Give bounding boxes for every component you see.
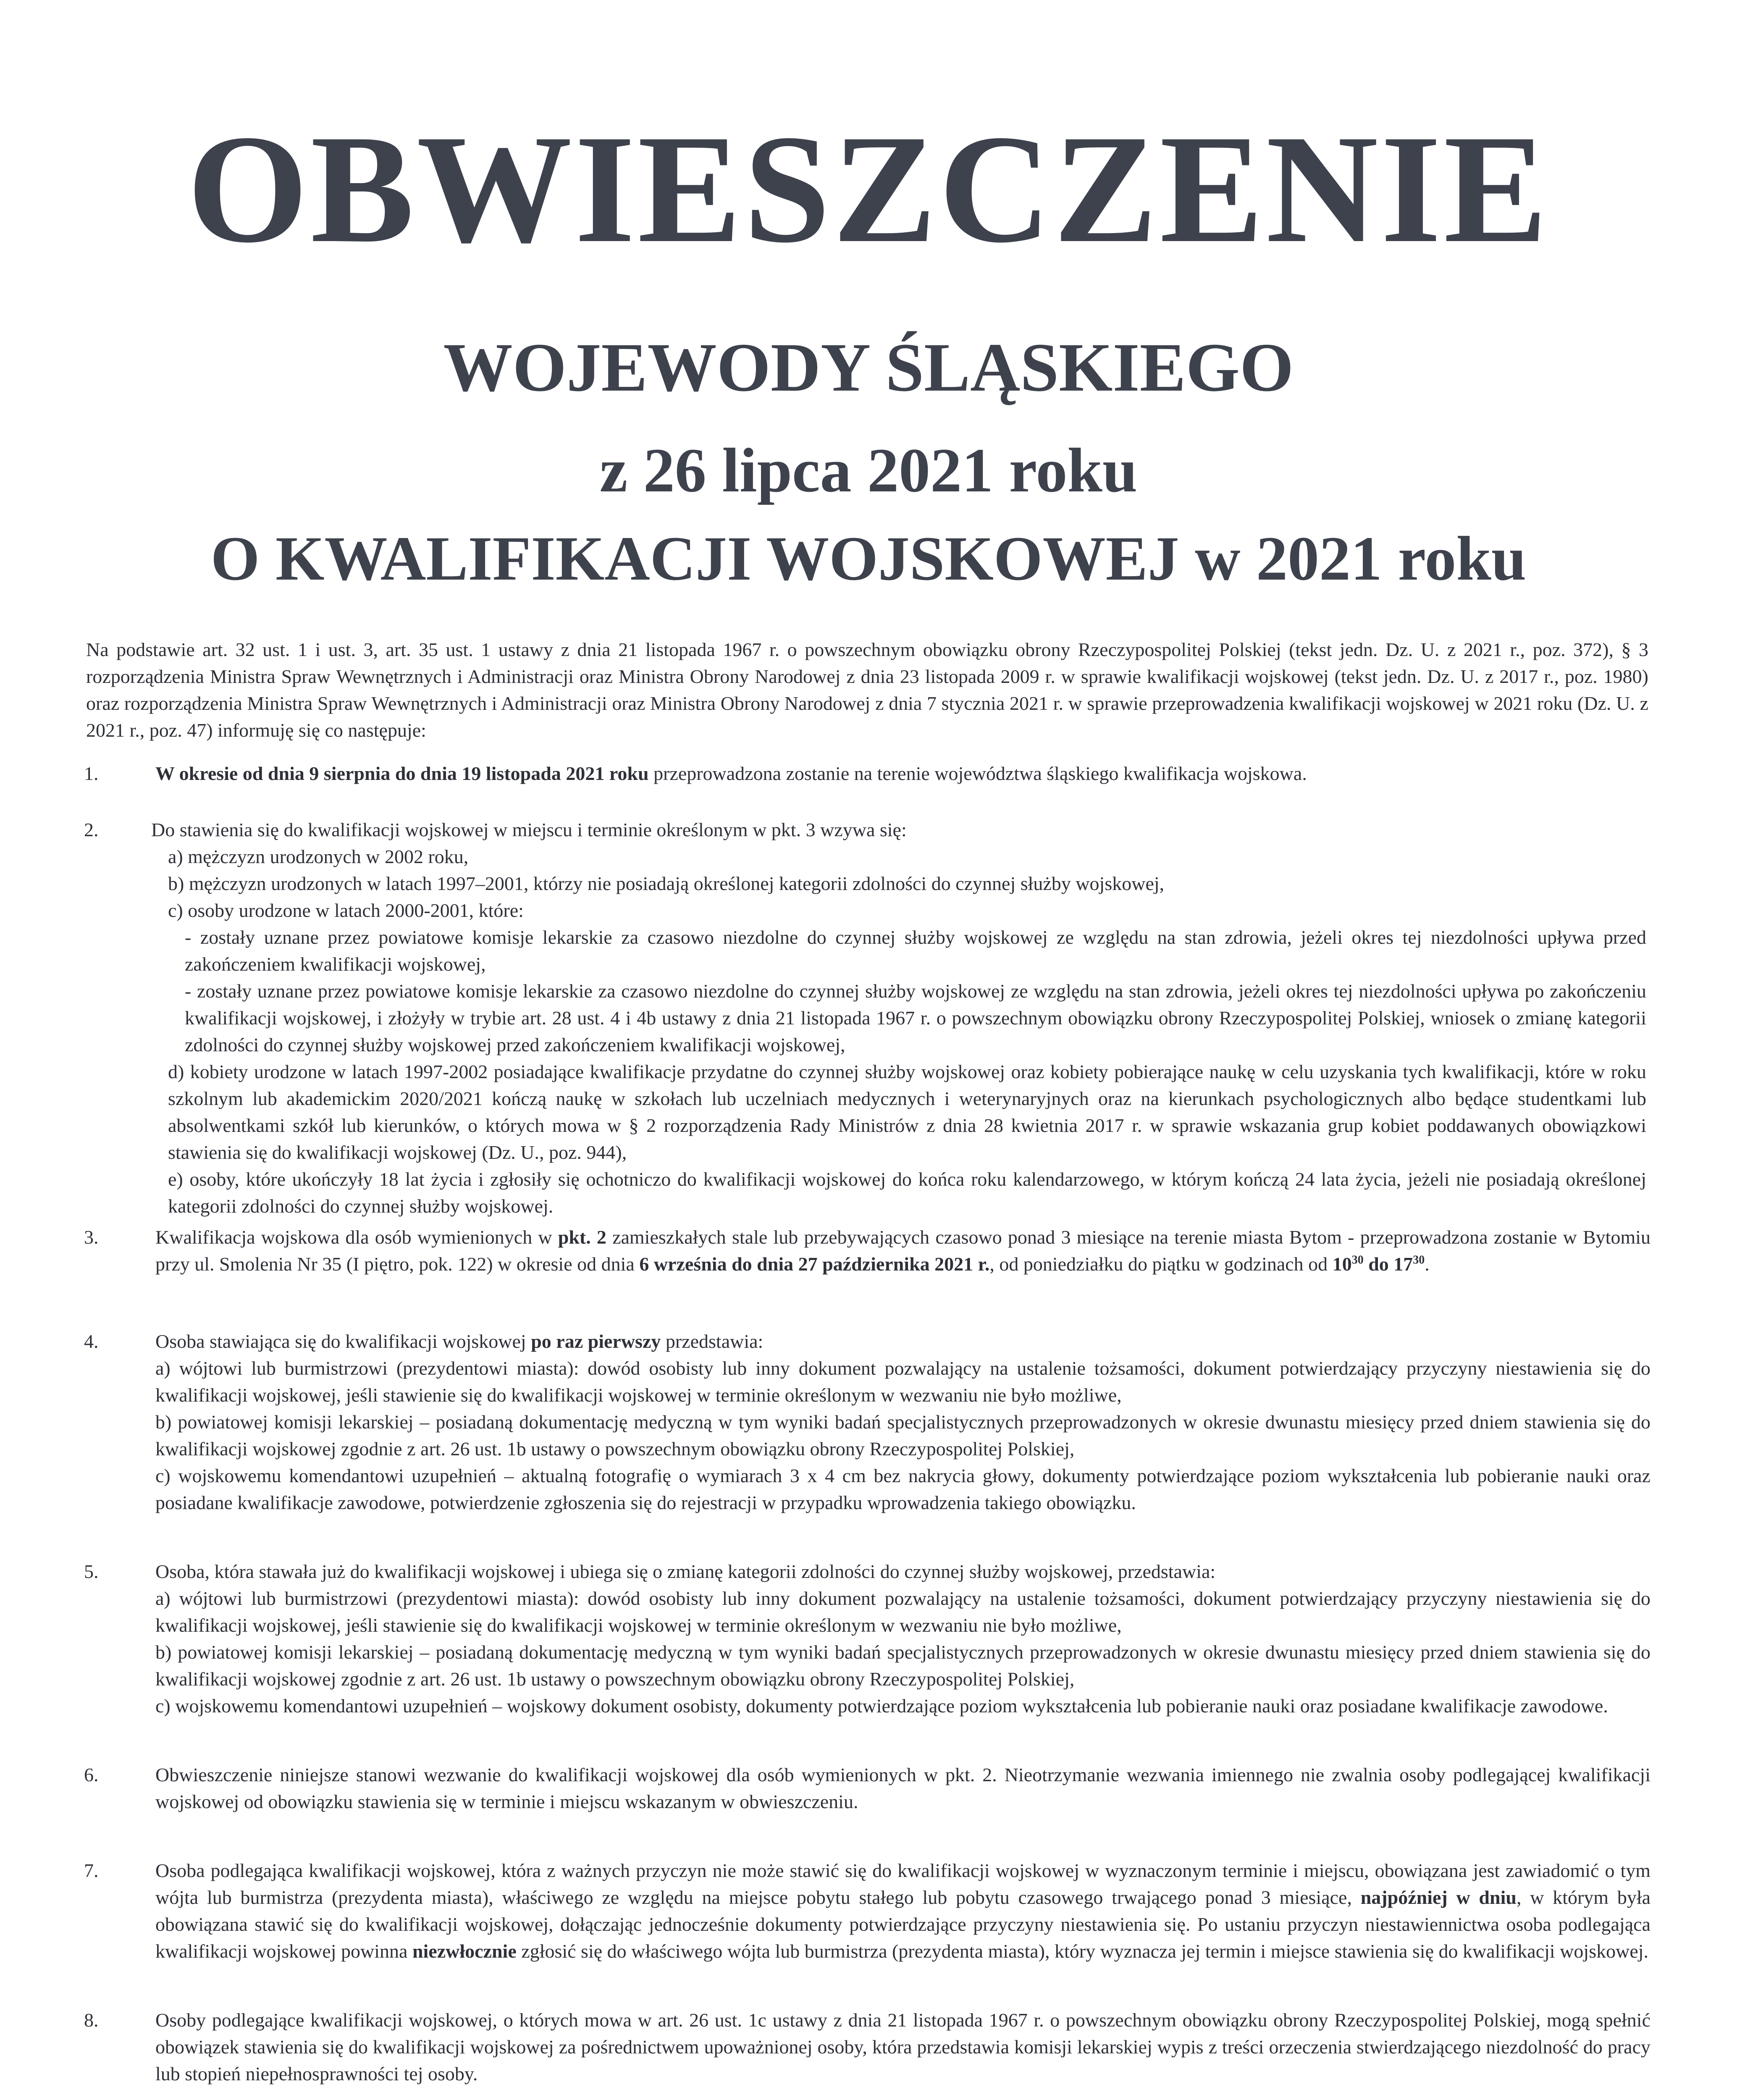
point-7 [0,1857,1737,1965]
point-5-a: a) wójtowi lub burmistrzowi (prezydentowi miasta): dowód osobisty lub inny dokument pozwalający na ustalenie tożsamości, dokument potwierdzający przyczyny niestawienia się do kwalifikacji wojskowej, jeśli stawienie się do kwalifikacji wojskowej w terminie określonym w wezwaniu nie było możliwe, [155,1588,1650,1636]
point-4-intro-b: przedstawia: [661,1331,764,1352]
point-2 [0,816,1737,1220]
point-text [155,1857,1650,1965]
point-2-e: e) osoby, które ukończyły 18 lat życia i zgłosiły się ochotniczo do kwalifikacji wojskowej do końca roku kalendarzowego, w którym kończą 24 lata życia, jeżeli nie posiadają określonej kategorii zdolności do czynnej służby wojskowej. [168,1168,1646,1217]
point-text [155,1558,1650,1719]
point-7-text-c: zgłosić się do właściwego wójta lub burmistrza (prezydenta miasta), który wyznacza jej termin i miejsce stawienia się do kwalifikacji wojskowej. [516,1940,1649,1962]
point-5-c: c) wojskowemu komendantowi uzupełnień – wojskowy dokument osobisty, dokumenty potwierdzające poziom wykształcenia lub pobieranie nauki oraz posiadane kwalifikacje zawodowe. [155,1695,1608,1717]
point-4 [0,1328,1737,1516]
point-text: Obwieszczenie niniejsze stanowi wezwanie do kwalifikacji wojskowej dla osób wymienionych w pkt. 2. Nieotrzymanie wezwania imiennego nie zwalnia osoby podlegającej kwalifikacji wojskowej od obowiązku stawienia się w terminie i miejscu wskazanym w obwieszczeniu. [155,1764,1650,1812]
preamble-paragraph: Na podstawie art. 32 ust. 1 i ust. 3, art. 35 ust. 1 ustawy z dnia 21 listopada 1967 r. o powszechnym obowiązku obrony Rzeczypospolitej Polskiej (tekst jedn. Dz. U. z 2021 r., poz. 372), § 3 rozporządzenia Ministra Spraw Wewnętrznych i Administracji oraz Ministra Obrony Narodowej z dnia 23 listopada 2009 r. w sprawie kwalifikacji wojskowej (tekst jedn. Dz. U. z 2017 r., poz. 1980) oraz rozporządzenia Ministra Spraw Wewnętrznych i Administracji oraz Ministra Obrony Narodowej z dnia 7 stycznia 2021 r. w sprawie przeprowadzenia kwalifikacji wojskowej w 2021 roku (Dz. U. z 2021 r., poz. 47) informuję się co następuje: [86,639,1648,741]
point-1-dates: W okresie od dnia 9 sierpnia do dnia 19 listopada 2021 roku [155,763,649,784]
point-text [155,1224,1650,1278]
point-1-rest: przeprowadzona zostanie na terenie województwa śląskiego kwalifikacja wojskowa. [648,763,1307,784]
point-number: 8. [84,2009,99,2031]
topic-heading: O KWALIFIKACJI WOJSKOWEJ w 2021 roku [210,524,1527,593]
point-4-b: b) powiatowej komisji lekarskiej – posiadaną dokumentację medyczną w tym wyniki badań specjalistycznych przeprowadzonych w okresie dwunastu miesięcy przed dniem stawienia się do kwalifikacji wojskowej zgodnie z art. 26 ust. 1b ustawy o powszechnym obowiązku obrony Rzeczypospolitej Polskiej, [155,1411,1650,1460]
date-heading: z 26 lipca 2021 roku [599,436,1138,505]
numbered-points [0,760,1737,2100]
hour-start-minutes: 30 [1351,1253,1364,1267]
point-text [155,760,1650,787]
point-6 [0,1761,1737,1815]
point-7-immediately: niezwłocznie [412,1940,517,1962]
point-3-ref: pkt. 2 [558,1226,606,1248]
point-1 [0,760,1737,787]
issuer-heading: WOJEWODY ŚLĄSKIEGO [443,329,1294,406]
point-3 [0,1224,1737,1278]
point-7-deadline: najpóźniej w dniu [1360,1887,1517,1908]
hour-start: 10 [1332,1253,1352,1275]
point-number: 2. [84,819,99,840]
hour-end-minutes: 30 [1413,1253,1425,1267]
point-2-c-1: - zostały uznane przez powiatowe komisje lekarskie za czasowo niezdolne do czynnej służby wojskowej ze względu na stan zdrowia, jeżeli okres tej niezdolności upływa przed zakończeniem kwalifikacji wojskowej, [185,927,1646,975]
point-number: 1. [84,763,99,784]
point-text [151,816,1646,1220]
point-3-hours [1333,1253,1425,1275]
point-4-intro [155,1328,1650,1355]
point-number: 6. [84,1764,99,1785]
document-title: OBWIESZCZENIE [187,103,1550,275]
point-3-text-b: zamieszkałych stale lub przebywających czasowo ponad 3 miesiące na terenie miasta Bytom - przeprowadzona zostanie w Bytomiu przy ul. Smolenia Nr 35 (I piętro, pok. 122) w okresie od dnia [155,1226,1651,1275]
point-number: 5. [84,1561,99,1582]
point-3-text-a: Kwalifikacja wojskowa dla osób wymienionych w [155,1226,558,1248]
point-2-intro: Do stawienia się do kwalifikacji wojskowej w miejscu i terminie określonym w pkt. 3 wzywa się: [151,819,907,840]
point-7-text-b: , w którym była obowiązana stawić się do kwalifikacji wojskowej, dołączając jednocześnie dokumenty potwierdzające przyczyny niestawienia się. Po ustaniu przyczyn niestawiennictwa osoba podlegająca kwalifikacji wojskowej powinna [155,1887,1651,1962]
point-2-a: a) mężczyzn urodzonych w 2002 roku, [168,846,469,867]
point-4-intro-a: Osoba stawiająca się do kwalifikacji wojskowej [155,1331,531,1352]
point-7-text-a: Osoba podlegająca kwalifikacji wojskowej, która z ważnych przyczyn nie może stawić się do kwalifikacji wojskowej w wyznaczonym terminie i miejscu, obowiązana jest zawiadomić o tym wójta lub burmistrza (prezydenta miasta), właściwego ze względu na miejsce pobytu stałego lub pobytu czasowego trwającego ponad 3 miesiące, [155,1860,1650,1908]
point-4-first-time: po raz pierwszy [531,1331,661,1352]
point-number: 4. [84,1331,99,1352]
point-number: 7. [84,1860,99,1881]
point-4-c: c) wojskowemu komendantowi uzupełnień – aktualną fotografię o wymiarach 3 x 4 cm bez nakrycia głowy, dokumenty potwierdzające poziom wykształcenia lub pobieranie nauki oraz posiadane kwalifikacje zawodowe, potwierdzenie zgłoszenia się do rejestracji w przypadku wprowadzenia takiego obowiązku. [155,1465,1650,1513]
point-3-text-c: , od poniedziałku do piątku w godzinach od [989,1253,1333,1275]
hour-end: 17 [1393,1253,1413,1275]
point-number: 3. [84,1226,99,1248]
point-3-dates: 6 września do dnia 27 października 2021 r. [639,1253,990,1275]
point-2-d: d) kobiety urodzone w latach 1997-2002 posiadające kwalifikacje przydatne do czynnej służby wojskowej oraz kobiety pobierające naukę w celu uzyskania tych kwalifikacji, które w roku szkolnym lub akademickim 2020/2021 kończą naukę w szkołach lub uczelniach medycznych i weterynaryjnych oraz na kierunkach psychologicznych albo będące studentkami lub absolwentkami szkół lub kierunków, o których mowa w § 2 rozporządzenia Rady Ministrów z dnia 28 kwietnia 2017 r. w sprawie wskazania grup kobiet poddawanych obowiązkowi stawienia się do kwalifikacji wojskowej (Dz. U., poz. 944), [168,1061,1646,1163]
point-2-c-2: - zostały uznane przez powiatowe komisje lekarskie za czasowo niezdolne do czynnej służby wojskowej ze względu na stan zdrowia, jeżeli okres tej niezdolności upływa po zakończeniu kwalifikacji wojskowej, i złożyły w trybie art. 28 ust. 4 i 4b ustawy z dnia 21 listopada 1967 r. o powszechnym obowiązku obrony Rzeczypospolitej Polskiej, wniosek o zmianę kategorii zdolności do czynnej służby wojskowej przed zakończeniem kwalifikacji wojskowej, [185,980,1646,1055]
point-text: Osoby podlegające kwalifikacji wojskowej, o których mowa w art. 26 ust. 1c ustawy z dnia 21 listopada 1967 r. o powszechnym obowiązku obrony Rzeczypospolitej Polskiej, mogą spełnić obowiązek stawienia się do kwalifikacji wojskowej za pośrednictwem upoważnionej osoby, która przedstawia komisji lekarskiej wypis z treści orzeczenia stwierdzającego niezdolność do pracy lub stopień niepełnosprawności tej osoby. [155,2009,1650,2084]
point-2-b: b) mężczyzn urodzonych w latach 1997–2001, którzy nie posiadają określonej kategorii zdolności do czynnej służby wojskowej, [168,873,1165,894]
hour-separator: do [1363,1253,1394,1275]
point-8 [0,2007,1737,2087]
point-4-a: a) wójtowi lub burmistrzowi (prezydentowi miasta): dowód osobisty lub inny dokument pozwalający na ustalenie tożsamości, dokument potwierdzający przyczyny niestawienia się do kwalifikacji wojskowej, jeśli stawienie się do kwalifikacji wojskowej w terminie określonym w wezwaniu nie było możliwe, [155,1357,1650,1406]
point-3-end: . [1425,1253,1430,1275]
point-5-intro: Osoba, która stawała już do kwalifikacji wojskowej i ubiega się o zmianę kategorii zdolności do czynnej służby wojskowej, przedstawia: [155,1561,1216,1582]
point-5 [0,1558,1737,1719]
point-text [155,1328,1650,1516]
point-2-c: c) osoby urodzone w latach 2000-2001, które: [168,900,524,921]
point-5-b: b) powiatowej komisji lekarskiej – posiadaną dokumentację medyczną w tym wyniki badań specjalistycznych przeprowadzonych w okresie dwunastu miesięcy przed dniem stawienia się do kwalifikacji wojskowej zgodnie z art. 26 ust. 1b ustawy o powszechnym obowiązku obrony Rzeczypospolitej Polskiej, [155,1641,1650,1690]
